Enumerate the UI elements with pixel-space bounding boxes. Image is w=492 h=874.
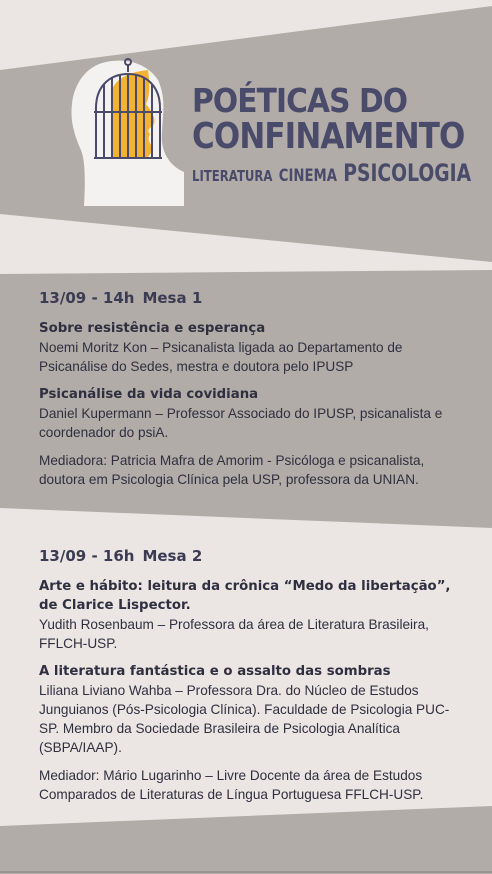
talk-description: Yudith Rosenbaum – Professora da área de Literatura Brasileira, FFLCH-USP. <box>39 617 429 651</box>
talk-title: A literatura fantástica e o assalto das sombras <box>39 664 391 679</box>
subtitle-cinema: CINEMA <box>278 166 338 186</box>
mediator-text: Mediador: Mário Lugarinho – Livre Docente da área de Estudos Comparados de Literaturas de Língua Portuguesa FFLCH-USP. <box>39 768 424 802</box>
subtitle-psicologia: PSICOLOGIA <box>343 159 472 187</box>
talk-title: Arte e hábito: leitura da crônica “Medo da libertação”, de Clarice Lispector. <box>39 579 451 613</box>
session-heading <box>39 547 459 565</box>
session-heading <box>39 289 459 307</box>
session-mesa-1 <box>39 289 459 489</box>
session-mesa-label: Mesa 1 <box>142 289 203 307</box>
poster-title <box>192 81 482 187</box>
talk-description: Daniel Kupermann – Professor Associado do IPUSP, psicanalista e coordenador do psiA. <box>39 406 443 440</box>
subtitle-literatura: LITERATURA <box>192 167 273 185</box>
title-line-1: POÉTICAS DO <box>192 81 408 120</box>
subtitle <box>192 159 472 187</box>
talk-description: Liliana Liviano Wahba – Professora Dra. do Núcleo de Estudos Junguianos (Pós-Psicologia Clínica). Faculdade de Psicologia PUC-SP. Membro da Sociedade Brasileira de Psicologia Analítica (SBPA/IAAP). <box>39 683 450 755</box>
title-line-2: CONFINAMENTO <box>192 116 465 157</box>
mediator-text: Mediadora: Patricia Mafra de Amorim - Psicóloga e psicanalista, doutora em Psicologia Clínica pela USP, professora da UNIAN. <box>39 453 425 487</box>
session-date-time: 13/09 - 16h <box>39 547 135 565</box>
talk-title: Psicanálise da vida covidiana <box>39 387 259 402</box>
talk-title: Sobre resistência e esperança <box>39 321 266 336</box>
footer-band <box>0 806 492 874</box>
session-date-time: 13/09 - 14h <box>39 289 135 307</box>
session-mesa-label: Mesa 2 <box>142 547 203 565</box>
talk-description: Noemi Moritz Kon – Psicanalista ligada ao Departamento de Psicanálise do Sedes, mestra e doutora pelo IPUSP <box>39 340 403 374</box>
session-mesa-2 <box>39 547 459 804</box>
